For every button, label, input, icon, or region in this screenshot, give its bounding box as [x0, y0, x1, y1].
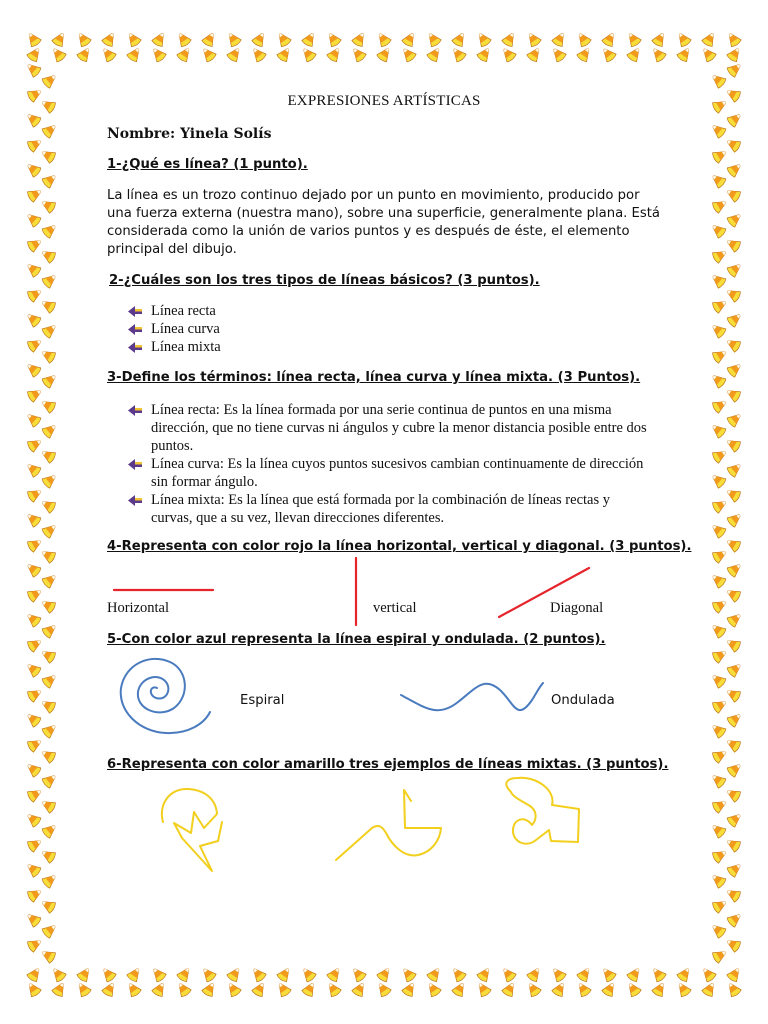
- student-name: Nombre: Yinela Solís: [107, 126, 272, 142]
- spiral-label: Espiral: [240, 693, 285, 708]
- horizontal-label: Horizontal: [107, 600, 170, 616]
- question-6-heading: 6-Representa con color amarillo tres ejemplos de líneas mixtas. (3 puntos).: [107, 757, 669, 772]
- list-item: Línea curva: Es la línea cuyos puntos sucesivos cambian continuamente de dirección sin formar ángulo.: [128, 455, 648, 491]
- list-item: Línea recta: Es la línea formada por una serie continua de puntos en una misma dirección, que no tiene curvas ni ángulos y cubre la menor distancia posible entre dos puntos.: [128, 401, 648, 455]
- question-5-heading: 5-Con color azul representa la línea espiral y ondulada. (2 puntos).: [107, 632, 606, 647]
- question-1-heading: 1-¿Qué es línea? (1 punto).: [107, 157, 308, 172]
- wave-label: Ondulada: [551, 693, 615, 708]
- yellow-mixed-line-1: [162, 789, 222, 871]
- question-1-answer: La línea es un trozo continuo dejado por un punto en movimiento, producido por una fuerza externa (nuestra mano), sobre una superficie, generalmente plana. Está considerada como la unión de varios puntos y es después de éste, el elemento principal del dibujo.: [107, 188, 661, 257]
- diagonal-label: Diagonal: [550, 600, 604, 616]
- question-3-heading: 3-Define los términos: línea recta, línea curva y línea mixta. (3 Puntos).: [107, 370, 641, 385]
- yellow-mixed-line-2: [336, 790, 441, 860]
- list-item: Línea curva: [128, 320, 668, 338]
- list-item: Línea mixta: Es la línea que está formada por la combinación de líneas rectas y curvas, que a su vez, llevan direcciones diferentes.: [128, 491, 648, 527]
- question-4-heading: 4-Representa con color rojo la línea horizontal, vertical y diagonal. (3 puntos).: [107, 539, 692, 554]
- yellow-mixed-line-3: [506, 778, 579, 844]
- vertical-label: vertical: [373, 600, 417, 616]
- list-item: Línea recta: [128, 302, 668, 320]
- list-item: Línea mixta: [128, 338, 668, 356]
- page-title: EXPRESIONES ARTÍSTICAS: [287, 93, 481, 109]
- question-2-heading: 2-¿Cuáles son los tres tipos de líneas básicos? (3 puntos).: [109, 273, 540, 288]
